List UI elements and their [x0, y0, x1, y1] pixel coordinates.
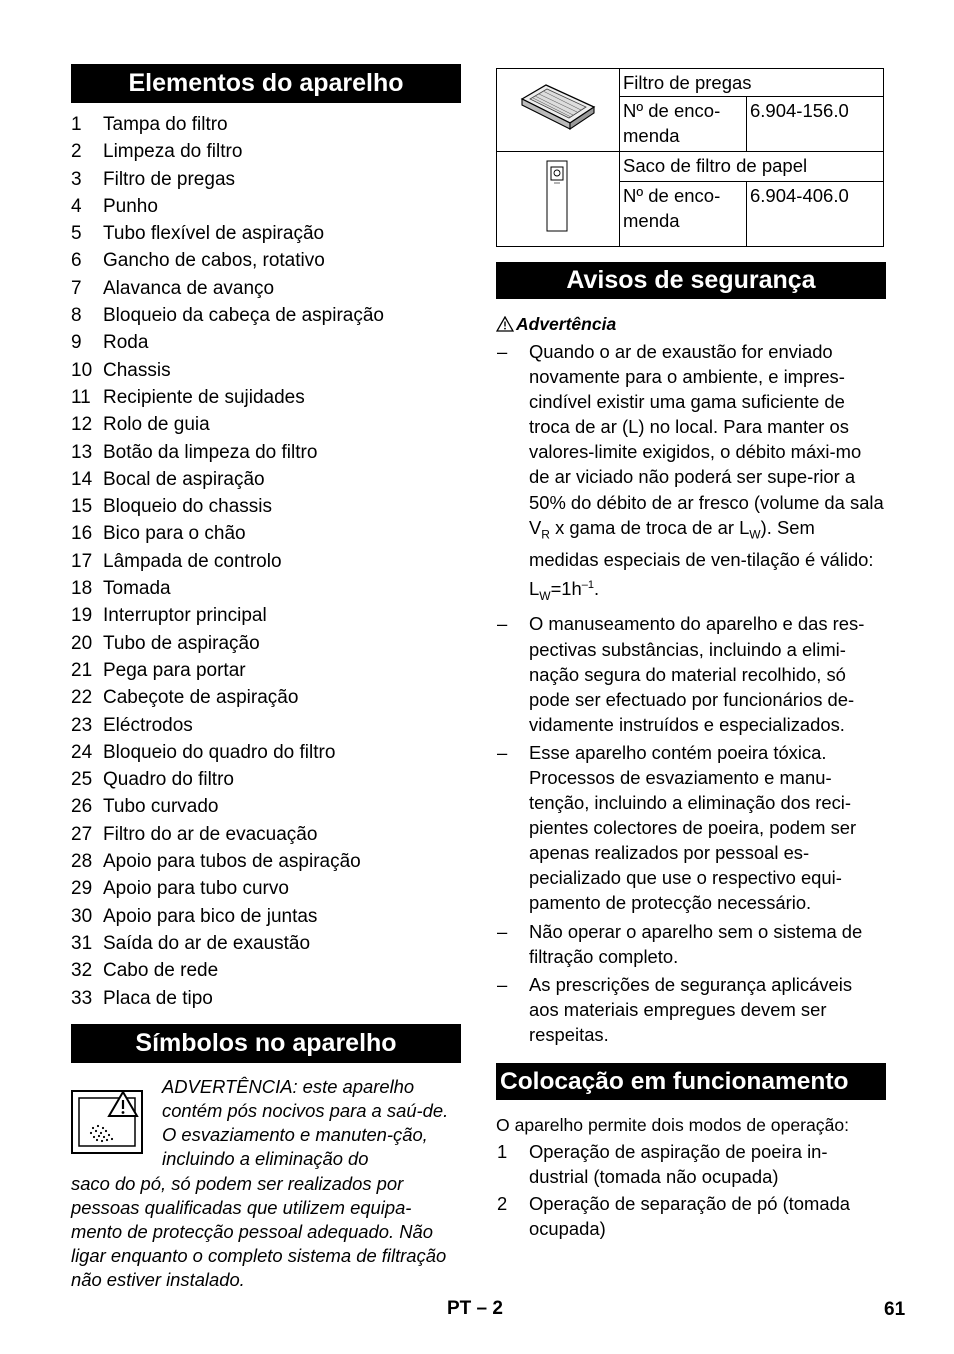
list-item: 23 Eléctrodos: [71, 714, 193, 736]
list-item: 2 Operação de separação de pó (tomada ocupada): [497, 1193, 851, 1240]
list-item: 20 Tubo de aspiração: [71, 632, 260, 654]
right-column: [496, 68, 886, 1243]
list-item: 7 Alavanca de avanço: [71, 277, 275, 299]
list-item: 25 Quadro do filtro: [71, 769, 234, 791]
list-item: 3 Filtro de pregas: [71, 168, 236, 190]
paper-filter-bag-icon: [543, 158, 573, 234]
list-item: 26 Tubo curvado: [71, 796, 219, 818]
list-item: 10 Chassis: [71, 359, 171, 381]
list-item: – Quando o ar de exaustão for enviado novamente para o ambiente, e impres-cindível existir uma gama suficiente de troca de ar (L) no local. Para manter os valores-limite exigidos, o débito máxi-mo de ar viciado não poderá ser supe-rior a 50% do débito de ar fresco (volume da sala $V_R$ x gama de troca de ar $L_W$). Sem medidas especiais de ven-tilação é válido: $L_W=1h^{-1}$.: [497, 341, 884, 603]
operation-intro: O aparelho permite dois modos de operação:: [496, 1115, 850, 1135]
list-item: 28 Apoio para tubos de aspiração: [71, 851, 361, 873]
list-item: 1 Operação de aspiração de poeira in-dustrial (tomada não ocupada): [497, 1141, 828, 1188]
list-item: 8 Bloqueio da cabeça de aspiração: [71, 305, 384, 327]
parts-list: [71, 111, 461, 1012]
list-item: – Não operar o aparelho sem o sistema de filtração completo.: [497, 920, 863, 967]
table-row: Nº de enco-menda 6.904-156.0: [497, 97, 884, 152]
table-row: Filtro de pregas: [497, 69, 884, 97]
list-item: 21 Pega para portar: [71, 659, 246, 681]
pleated-filter-icon: [516, 77, 600, 137]
warning-triangle-icon: [496, 314, 516, 339]
list-item: 22 Cabeçote de aspiração: [71, 687, 299, 709]
accessories-table: [496, 68, 884, 247]
list-item: 27 Filtro do ar de evacuação: [71, 823, 318, 845]
modes-list: [496, 1139, 886, 1241]
table-row: Nº de enco-menda 6.904-406.0: [497, 182, 884, 247]
footer-section-label: PT – 2: [447, 1298, 503, 1319]
section-heading-elements: Elementos do aparelho: [71, 64, 461, 103]
list-item: 4 Punho: [71, 195, 158, 217]
section-heading-operation: Colocação em funcionamento: [496, 1063, 886, 1100]
list-item: 30 Apoio para bico de juntas: [71, 905, 318, 927]
list-item: 17 Lâmpada de controlo: [71, 550, 282, 572]
list-item: 5 Tubo flexível de aspiração: [71, 223, 325, 245]
list-item: – Esse aparelho contém poeira tóxica. Processos de esvaziamento e manu-tenção, incluindo a eliminação dos reci-pientes colectores de poeira, podem ser apenas realizados por pessoal es-pecializado que use o respectivo equi-pamento de protecção necessário.: [497, 741, 857, 914]
list-item: 16 Bico para o chão: [71, 523, 246, 545]
list-item: 13 Botão da limpeza do filtro: [71, 441, 318, 463]
safety-list: [496, 339, 886, 1047]
section-heading-symbols: Símbolos no aparelho: [71, 1024, 461, 1063]
list-item: 9 Roda: [71, 332, 149, 354]
list-item: 15 Bloqueio do chassis: [71, 496, 272, 518]
list-item: – As prescrições de segurança aplicáveis aos materiais empregues devem ser respeitas.: [497, 973, 853, 1045]
list-item: 11 Recipiente de sujidades: [71, 386, 305, 408]
list-item: 31 Saída do ar de exaustão: [71, 932, 311, 954]
list-item: 1 Tampa do filtro: [71, 114, 228, 135]
list-item: 32 Cabo de rede: [71, 960, 219, 982]
list-item: 19 Interruptor principal: [71, 605, 267, 627]
symbol-block: [71, 1075, 461, 1293]
list-item: 18 Tomada: [71, 578, 171, 600]
list-item: 24 Bloqueio do quadro do filtro: [71, 741, 336, 763]
list-item: 12 Rolo de guia: [71, 414, 210, 436]
left-column: [71, 64, 461, 1293]
symbol-description: ADVERTÊNCIA: este aparelho contém pós nocivos para a saú-de. O esvaziamento e manuten-ção, incluindo a eliminação do saco do pó, só podem ser realizados por pessoas qualificadas que utilizem equipa-mento de protecção pessoal adequado. Não ligar enquanto o completo sistema de filtração não estiver instalado.: [71, 1075, 449, 1291]
list-item: 2 Limpeza do filtro: [71, 141, 243, 163]
list-item: – O manuseamento do aparelho e das res-pectivas substâncias, incluindo a elimi-nação segura do material recolhido, só pode ser efectuado por funcionários de-vidamente instruídos e especializados.: [497, 613, 865, 735]
warning-title: Advertência: [496, 312, 886, 337]
list-item: 33 Placa de tipo: [71, 987, 213, 1009]
list-item: 6 Gancho de cabos, rotativo: [71, 250, 325, 272]
page-number: 61: [884, 1299, 906, 1320]
section-heading-safety: Avisos de segurança: [496, 262, 886, 299]
list-item: 29 Apoio para tubo curvo: [71, 878, 289, 900]
table-row: Saco de filtro de papel: [497, 152, 884, 182]
list-item: 14 Bocal de aspiração: [71, 468, 265, 490]
toxic-dust-warning-icon: [71, 1090, 143, 1154]
